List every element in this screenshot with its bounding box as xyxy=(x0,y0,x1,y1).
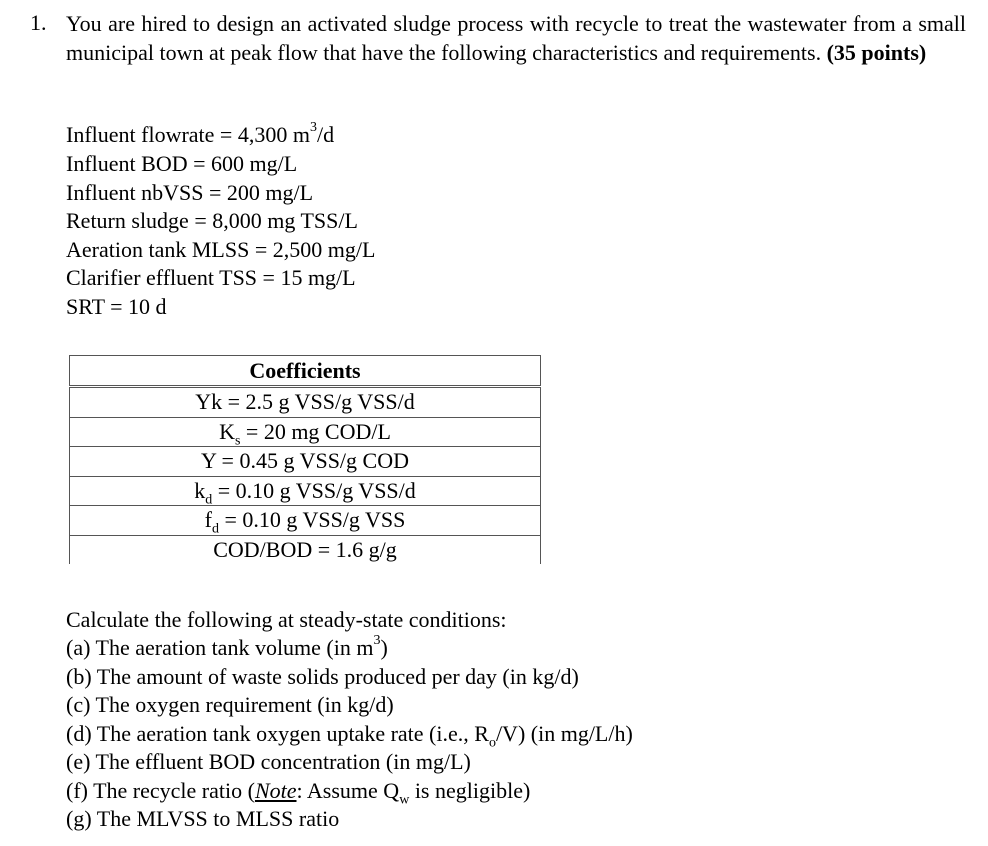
task-e: (e) The effluent BOD concentration (in mg/L) xyxy=(66,749,471,774)
task-b: (b) The amount of waste solids produced per day (in kg/d) xyxy=(66,664,579,689)
char-bod: Influent BOD = 600 mg/L xyxy=(66,151,298,176)
task-f: (f) The recycle ratio (Note: Assume $Q_w$ is negligible) xyxy=(66,778,531,808)
coef-kd: $k_d = 0.10$ g VSS/g VSS/d xyxy=(70,477,540,507)
char-mlss: Aeration tank MLSS = 2,500 mg/L xyxy=(66,237,376,262)
coef-y: Y = 0.45 g VSS/g COD xyxy=(70,447,540,477)
coef-fd: $f_d = 0.10$ g VSS/g VSS xyxy=(70,506,540,536)
char-effluent-tss: Clarifier effluent TSS = 15 mg/L xyxy=(66,265,356,290)
coef-cod-bod: COD/BOD = 1.6 g/g xyxy=(213,536,397,562)
task-c: (c) The oxygen requirement (in kg/d) xyxy=(66,692,394,717)
task-g: (g) The MLVSS to MLSS ratio xyxy=(66,806,340,831)
coef-ks: $K_s = 20$ mg COD/L xyxy=(70,418,540,448)
coef-yk: Yk = 2.5 g VSS/g VSS/d xyxy=(70,388,540,418)
char-srt: SRT = 10 d xyxy=(66,294,167,319)
coefficients-header: Coefficients xyxy=(70,356,541,387)
char-return-sludge: Return sludge = 8,000 mg TSS/L xyxy=(66,208,358,233)
task-a: (a) The aeration tank volume (in $m^3$) xyxy=(66,633,388,660)
question-points: (35 points) xyxy=(826,39,927,65)
question-intro: You are hired to design an activated sludge process with recycle to treat the wastewater from a small municipal town at peak flow that have the following characteristics and requirements. xyxy=(66,11,966,65)
question-number: 1. xyxy=(30,10,47,35)
tasks-intro: Calculate the following at steady-state conditions: xyxy=(66,607,507,632)
coefficients-table xyxy=(69,355,541,564)
question-text xyxy=(66,10,966,67)
char-flowrate: Influent flowrate = 4,300 $m^3/d$ xyxy=(66,120,335,147)
task-d: (d) The aeration tank oxygen uptake rate (i.e., $R_o/V$) (in mg/L/h) xyxy=(66,721,633,751)
char-nbvss: Influent nbVSS = 200 mg/L xyxy=(66,180,314,205)
